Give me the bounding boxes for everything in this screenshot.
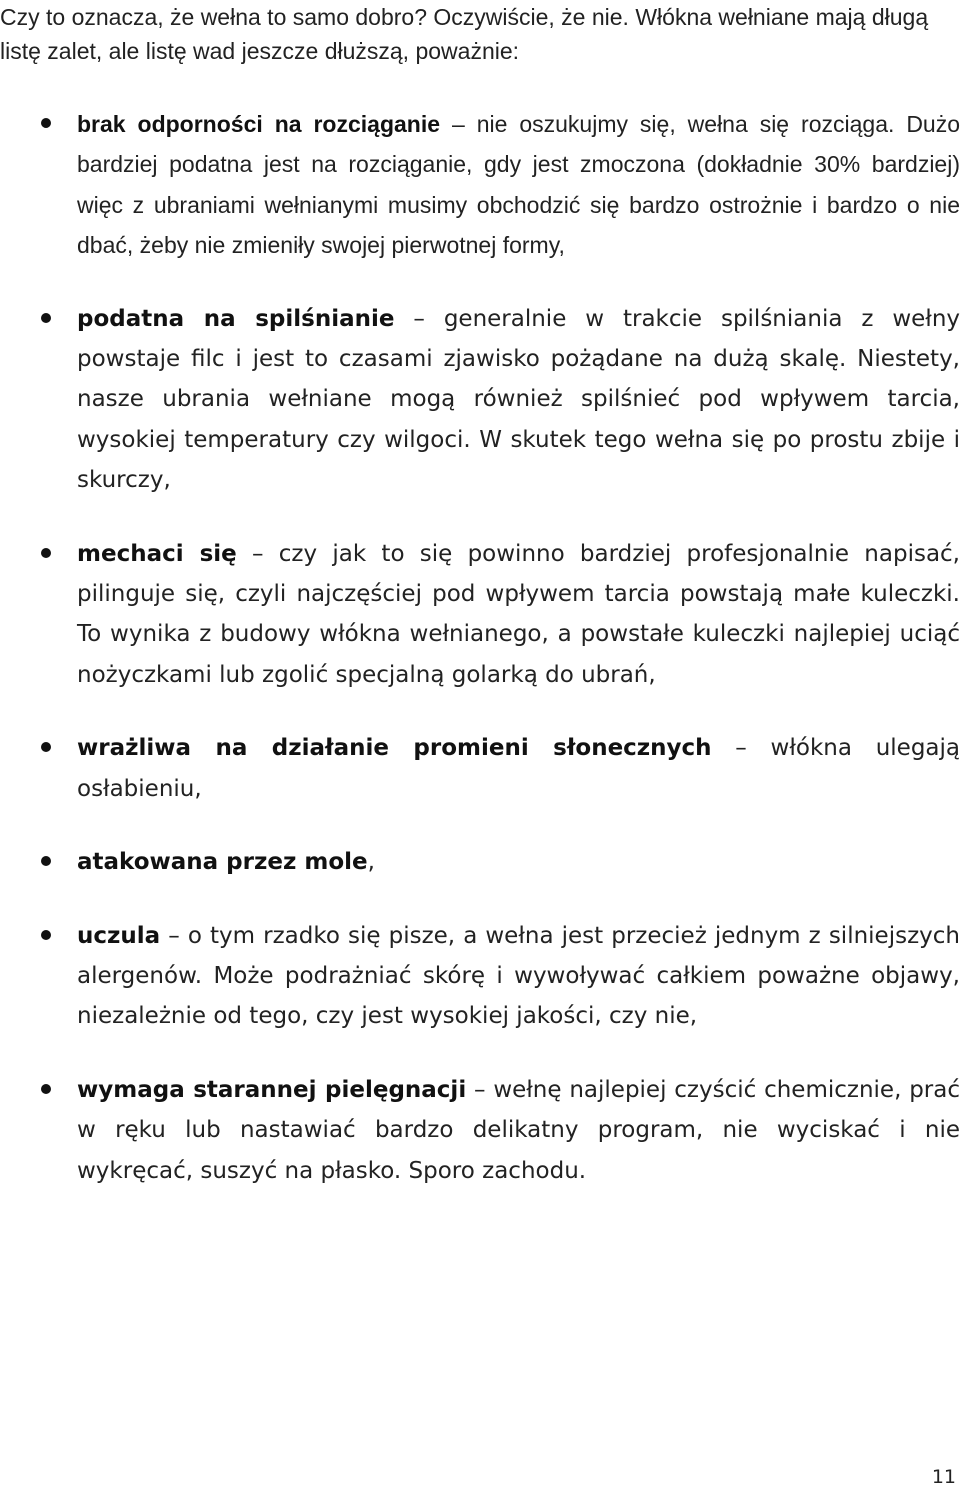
list-item [0, 1070, 960, 1191]
list-item-term: wymaga starannej pielęgnacji [77, 1076, 467, 1103]
drawbacks-list [0, 104, 960, 1224]
list-item-text: – włókna ulegają osłabieniu, [77, 735, 960, 802]
list-item-text: – nie oszukujmy się, wełna się rozciąga. Dużo bardziej podatna jest na rozciąganie, gdy jest zmoczona (dokładnie 30% bardziej) więc z ubraniami wełnianymi musimy obchodzić się bardzo ostrożnie i bardzo o nie dbać, żeby nie zmieniły swojej pierwotnej formy, [77, 111, 960, 259]
list-item-text: – czy jak to się powinno bardziej profesjonalnie napisać, pilinguje się, czyli najczęściej pod wpływem tarcia powstają małe kuleczki. To wynika z budowy włókna wełnianego, a powstałe kuleczki najlepiej uciąć nożyczkami lub zgolić specjalną golarką do ubrań, [77, 540, 960, 688]
list-item-term: podatna na spilśnianie [77, 305, 395, 332]
list-item-text: – o tym rzadko się pisze, a wełna jest przecież jednym z silniejszych alergenów. Może podrażniać skórę i wywoływać całkiem poważne objawy, niezależnie od tego, czy jest wysokiej jakości, czy nie, [77, 922, 960, 1030]
bullet-dot-icon [41, 118, 51, 128]
bullet-dot-icon [41, 856, 51, 866]
bullet-dot-icon [41, 548, 51, 558]
list-item-term: atakowana przez mole [77, 849, 368, 876]
bullet-dot-icon [41, 1084, 51, 1094]
list-item-text: – generalnie w trakcie spilśniania z wełny powstaje filc i jest to czasami zjawisko pożądane na dużą skalę. Niestety, nasze ubrania wełniane mogą również spilśnieć pod wpływem tarcia, wysokiej temperatury czy wilgoci. W skutek tego wełna się po prostu zbije i skurczy, [77, 305, 960, 494]
list-item [0, 534, 960, 696]
page-number: 11 [931, 1466, 956, 1488]
list-item-term: brak odporności na rozciąganie [77, 111, 441, 137]
intro-paragraph: Czy to oznacza, że wełna to samo dobro? Oczywiście, że nie. Włókna wełniane mają długą listę zalet, ale listę wad jeszcze dłuższą, poważnie: [0, 4, 929, 64]
list-item [0, 728, 960, 809]
list-item-term: mechaci się [77, 540, 237, 567]
list-item-term: wrażliwa na działanie promieni słonecznych [77, 735, 712, 762]
list-item [0, 104, 960, 266]
list-item-term: uczula [77, 922, 161, 949]
list-item-text: – wełnę najlepiej czyścić chemicznie, prać w ręku lub nastawiać bardzo delikatny program, nie wyciskać i nie wykręcać, suszyć na płasko. Sporo zachodu. [77, 1076, 960, 1184]
list-item [0, 842, 960, 882]
bullet-dot-icon [41, 742, 51, 752]
bullet-dot-icon [41, 313, 51, 323]
bullet-dot-icon [41, 930, 51, 940]
list-item [0, 299, 960, 501]
list-item-text: , [367, 849, 375, 876]
list-item [0, 916, 960, 1037]
